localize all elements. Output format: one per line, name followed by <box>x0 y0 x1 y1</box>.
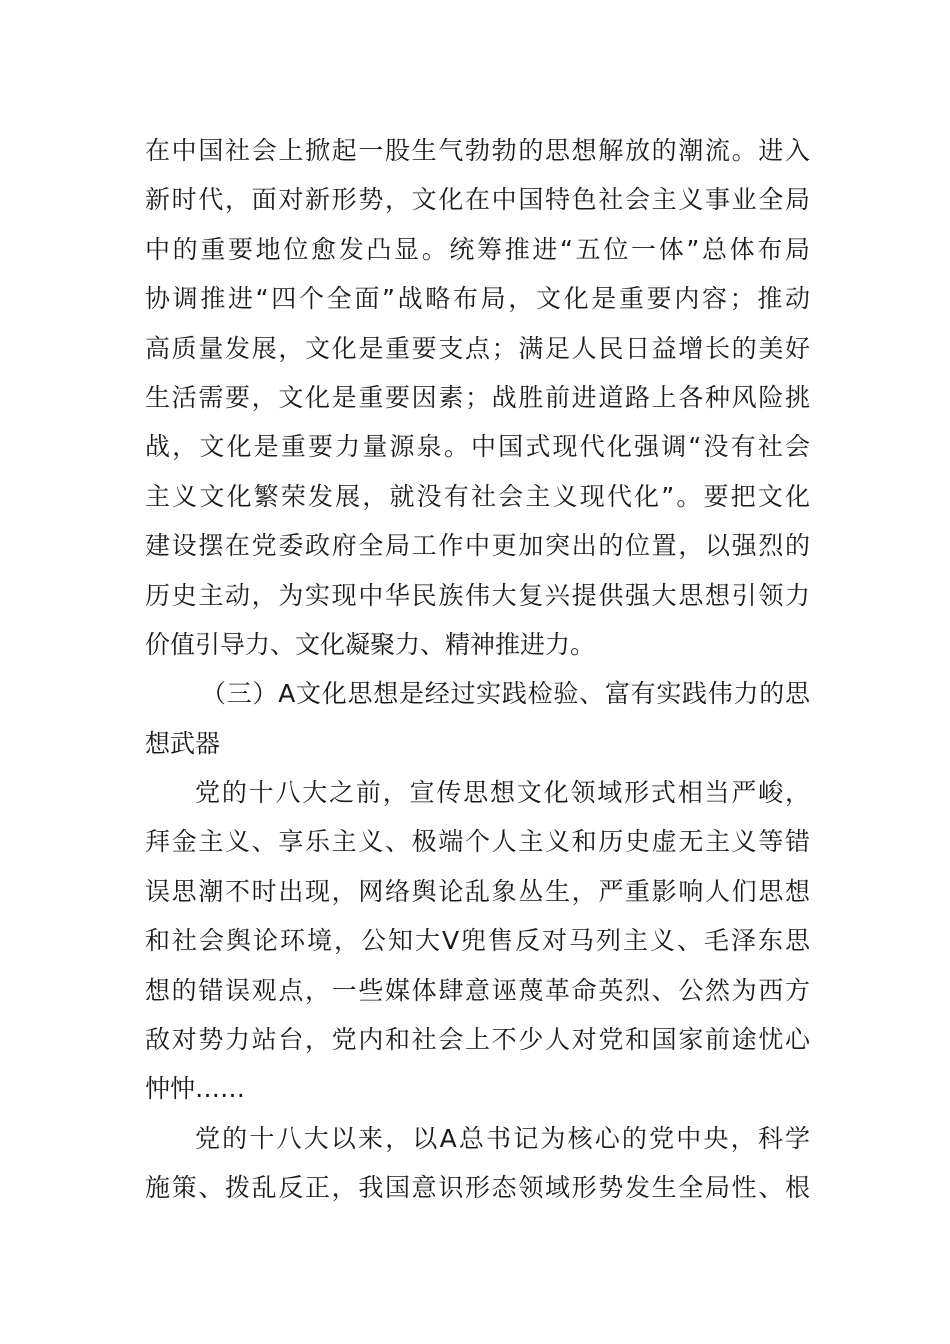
text-line: 建设摆在党委政府全局工作中更加突出的位置，以强烈的 <box>145 531 810 561</box>
document-body <box>145 126 810 1213</box>
text-line: 协调推进“四个全面”战略布局，文化是重要内容；推动 <box>145 284 810 314</box>
text-line: 忡忡…… <box>145 1074 246 1104</box>
text-line: 施策、拨乱反正，我国意识形态领域形势发生全局性、根 <box>145 1173 810 1203</box>
text-line: 战，文化是重要力量源泉。中国式现代化强调“没有社会 <box>145 432 810 462</box>
paragraph <box>145 768 810 1114</box>
text-line: 高质量发展，文化是重要支点；满足人民日益增长的美好 <box>145 333 810 363</box>
text-line: 党的十八大之前，宣传思想文化领域形式相当严峻， <box>195 778 810 808</box>
text-line: 想武器 <box>145 728 221 758</box>
text-line: 党的十八大以来，以A总书记为核心的党中央，科学 <box>195 1123 810 1153</box>
text-line: （三）A文化思想是经过实践检验、富有实践伟力的思 <box>201 679 810 709</box>
text-line: 主义文化繁荣发展，就没有社会主义现代化”。要把文化 <box>145 481 810 511</box>
text-line: 想的错误观点，一些媒体肆意诬蔑革命英烈、公然为西方 <box>145 975 810 1005</box>
text-line: 在中国社会上掀起一股生气勃勃的思想解放的潮流。进入 <box>145 136 810 165</box>
text-line: 拜金主义、享乐主义、极端个人主义和历史虚无主义等错 <box>145 827 810 857</box>
paragraph <box>145 126 810 669</box>
text-line: 历史主动，为实现中华民族伟大复兴提供强大思想引领力 <box>145 580 810 610</box>
section-heading <box>145 669 810 768</box>
text-line: 误思潮不时出现，网络舆论乱象丛生，严重影响人们思想 <box>145 876 810 906</box>
text-line: 价值引导力、文化凝聚力、精神推进力。 <box>145 629 596 659</box>
text-line: 中的重要地位愈发凸显。统筹推进“五位一体”总体布局 <box>145 234 810 264</box>
text-line: 和社会舆论环境，公知大V兜售反对马列主义、毛泽东思 <box>145 926 810 956</box>
paragraph <box>145 1114 810 1213</box>
text-line: 新时代，面对新形势，文化在中国特色社会主义事业全局 <box>145 185 810 215</box>
text-line: 生活需要，文化是重要因素；战胜前进道路上各种风险挑 <box>145 382 810 412</box>
text-line: 敌对势力站台，党内和社会上不少人对党和国家前途忧心 <box>145 1025 810 1055</box>
